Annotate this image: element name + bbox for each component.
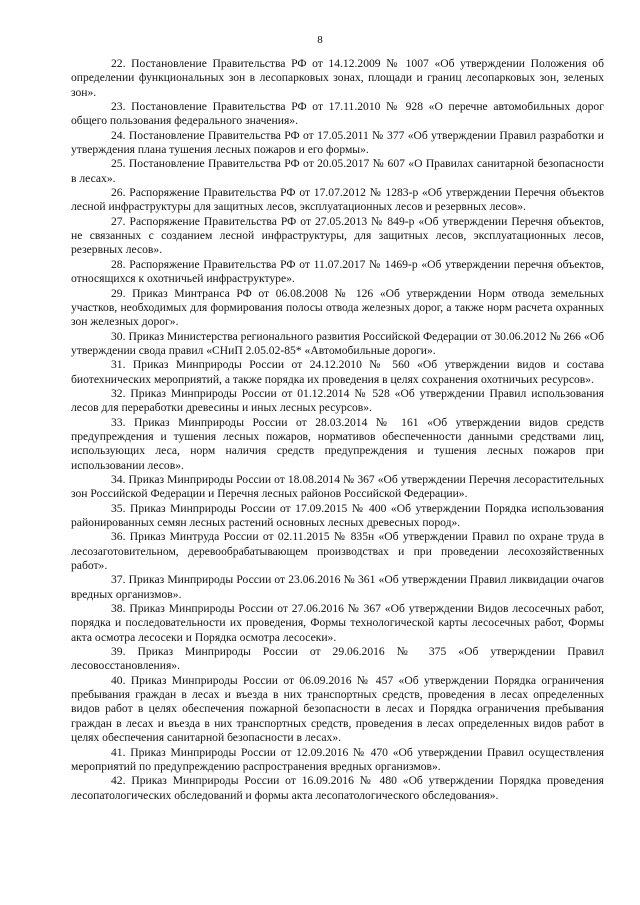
list-item: 26. Распоряжение Правительства РФ от 17.07.2012 № 1283-р «Об утверждении Перечня объектов лесной инфраструктуры для защитных лесов, эксплуатационных лесов и резервных лесов». (71, 186, 604, 214)
list-item: 36. Приказ Минтруда России от 02.11.2015 № 835н «Об утверждении Правил по охране труда в лесозаготовительном, деревообрабатывающем производствах и при проведении лесохозяйственных работ». (71, 530, 604, 573)
list-item: 29. Приказ Минтранса РФ от 06.08.2008 № 126 «Об утверждении Норм отвода земельных участков, необходимых для формирования полосы отвода железных дорог, а также норм расчета охранных зон железных дорог». (71, 286, 604, 329)
list-item: 31. Приказ Минприроды России от 24.12.2010 № 560 «Об утверждении видов и состава биотехнических мероприятий, а также порядка их проведения в целях сохранения охотничьих ресурсов». (71, 358, 604, 386)
list-item: 38. Приказ Минприроды России от 27.06.2016 № 367 «Об утверждении Видов лесосечных работ, порядка и последовательности их проведения, Формы технологической карты лесосечных работ, Формы акта осмотра лесосеки и Порядка осмотра лесосеки». (71, 602, 604, 644)
list-item: 33. Приказ Минприроды России от 28.03.2014 № 161 «Об утверждении видов средств предупреждения и тушения лесных пожаров, нормативов обеспеченности данными средствами лиц, использующих леса, норм наличия средств предупреждения и тушения лесных пожаров при использовании лесов». (71, 415, 604, 472)
list-item: 35. Приказ Минприроды России от 17.09.2015 № 400 «Об утверждении Порядка использования районированных семян лесных растений основных лесных древесных пород». (71, 501, 604, 529)
list-item: 37. Приказ Минприроды России от 23.06.2016 № 361 «Об утверждении Правил ликвидации очагов вредных организмов». (71, 573, 604, 601)
list-item: 30. Приказ Министерства регионального развития Российской Федерации от 30.06.2012 № 266 «Об утверждении свода правил «СНиП 2.05.02-85* «Автомобильные дороги». (71, 329, 604, 357)
page-number: 8 (317, 34, 323, 46)
list-item: 25. Постановление Правительства РФ от 20.05.2017 № 607 «О Правилах санитарной безопасности в лесах». (71, 157, 604, 185)
list-item: 42. Приказ Минприроды России от 16.09.2016 № 480 «Об утверждении Порядка проведения лесопатологических обследований и формы акта лесопатологического обследования». (71, 774, 604, 802)
list-item: 23. Постановление Правительства РФ от 17.11.2010 № 928 «О перечне автомобильных дорог общего пользования федерального значения». (71, 100, 604, 128)
list-item: 27. Распоряжение Правительства РФ от 27.05.2013 № 849-р «Об утверждении Перечня объектов, не связанных с созданием лесной инфраструктуры, для защитных лесов, эксплуатационных лесов, резервных лесов». (71, 214, 604, 257)
list-item: 34. Приказ Минприроды России от 18.08.2014 № 367 «Об утверждении Перечня лесорастительных зон Российской Федерации и Перечня лесных районов Российской Федерации». (71, 472, 604, 501)
list-item: 24. Постановление Правительства РФ от 17.05.2011 № 377 «Об утверждении Правил разработки и утверждения плана тушения лесных пожаров и его формы». (71, 128, 604, 157)
list-item: 28. Распоряжение Правительства РФ от 11.07.2017 № 1469-р «Об утверждении перечня объектов, относящихся к охотничьей инфраструктуре». (71, 257, 604, 286)
list-item: 22. Постановление Правительства РФ от 14.12.2009 № 1007 «Об утверждении Положения об определении функциональных зон в лесопарковых зонах, площади и границ лесопарковых зон, зеленых зон». (71, 57, 604, 99)
list-item: 39. Приказ Минприроды России от 29.06.2016 № 375 «Об утверждении Правил лесовосстановления». (71, 645, 604, 673)
list-item: 32. Приказ Минприроды России от 01.12.2014 № 528 «Об утверждении Правил использования лесов для переработки древесины и иных лесных ресурсов». (71, 386, 604, 415)
regulations-list (71, 57, 604, 803)
list-item: 41. Приказ Минприроды России от 12.09.2016 № 470 «Об утверждении Правил осуществления мероприятий по предупреждению распространения вредных организмов». (71, 745, 604, 773)
list-item: 40. Приказ Минприроды России от 06.09.2016 № 457 «Об утверждении Порядка ограничения пребывания граждан в лесах и въезда в них транспортных средств, проведения в лесах определенных видов работ в целях обеспечения пожарной безопасности в лесах и Порядка ограничения пребывания граждан в лесах и въезда в них транспортных средств, проведения в лесах определенных видов работ в целях обеспечения санитарной безопасности в лесах». (71, 673, 604, 745)
